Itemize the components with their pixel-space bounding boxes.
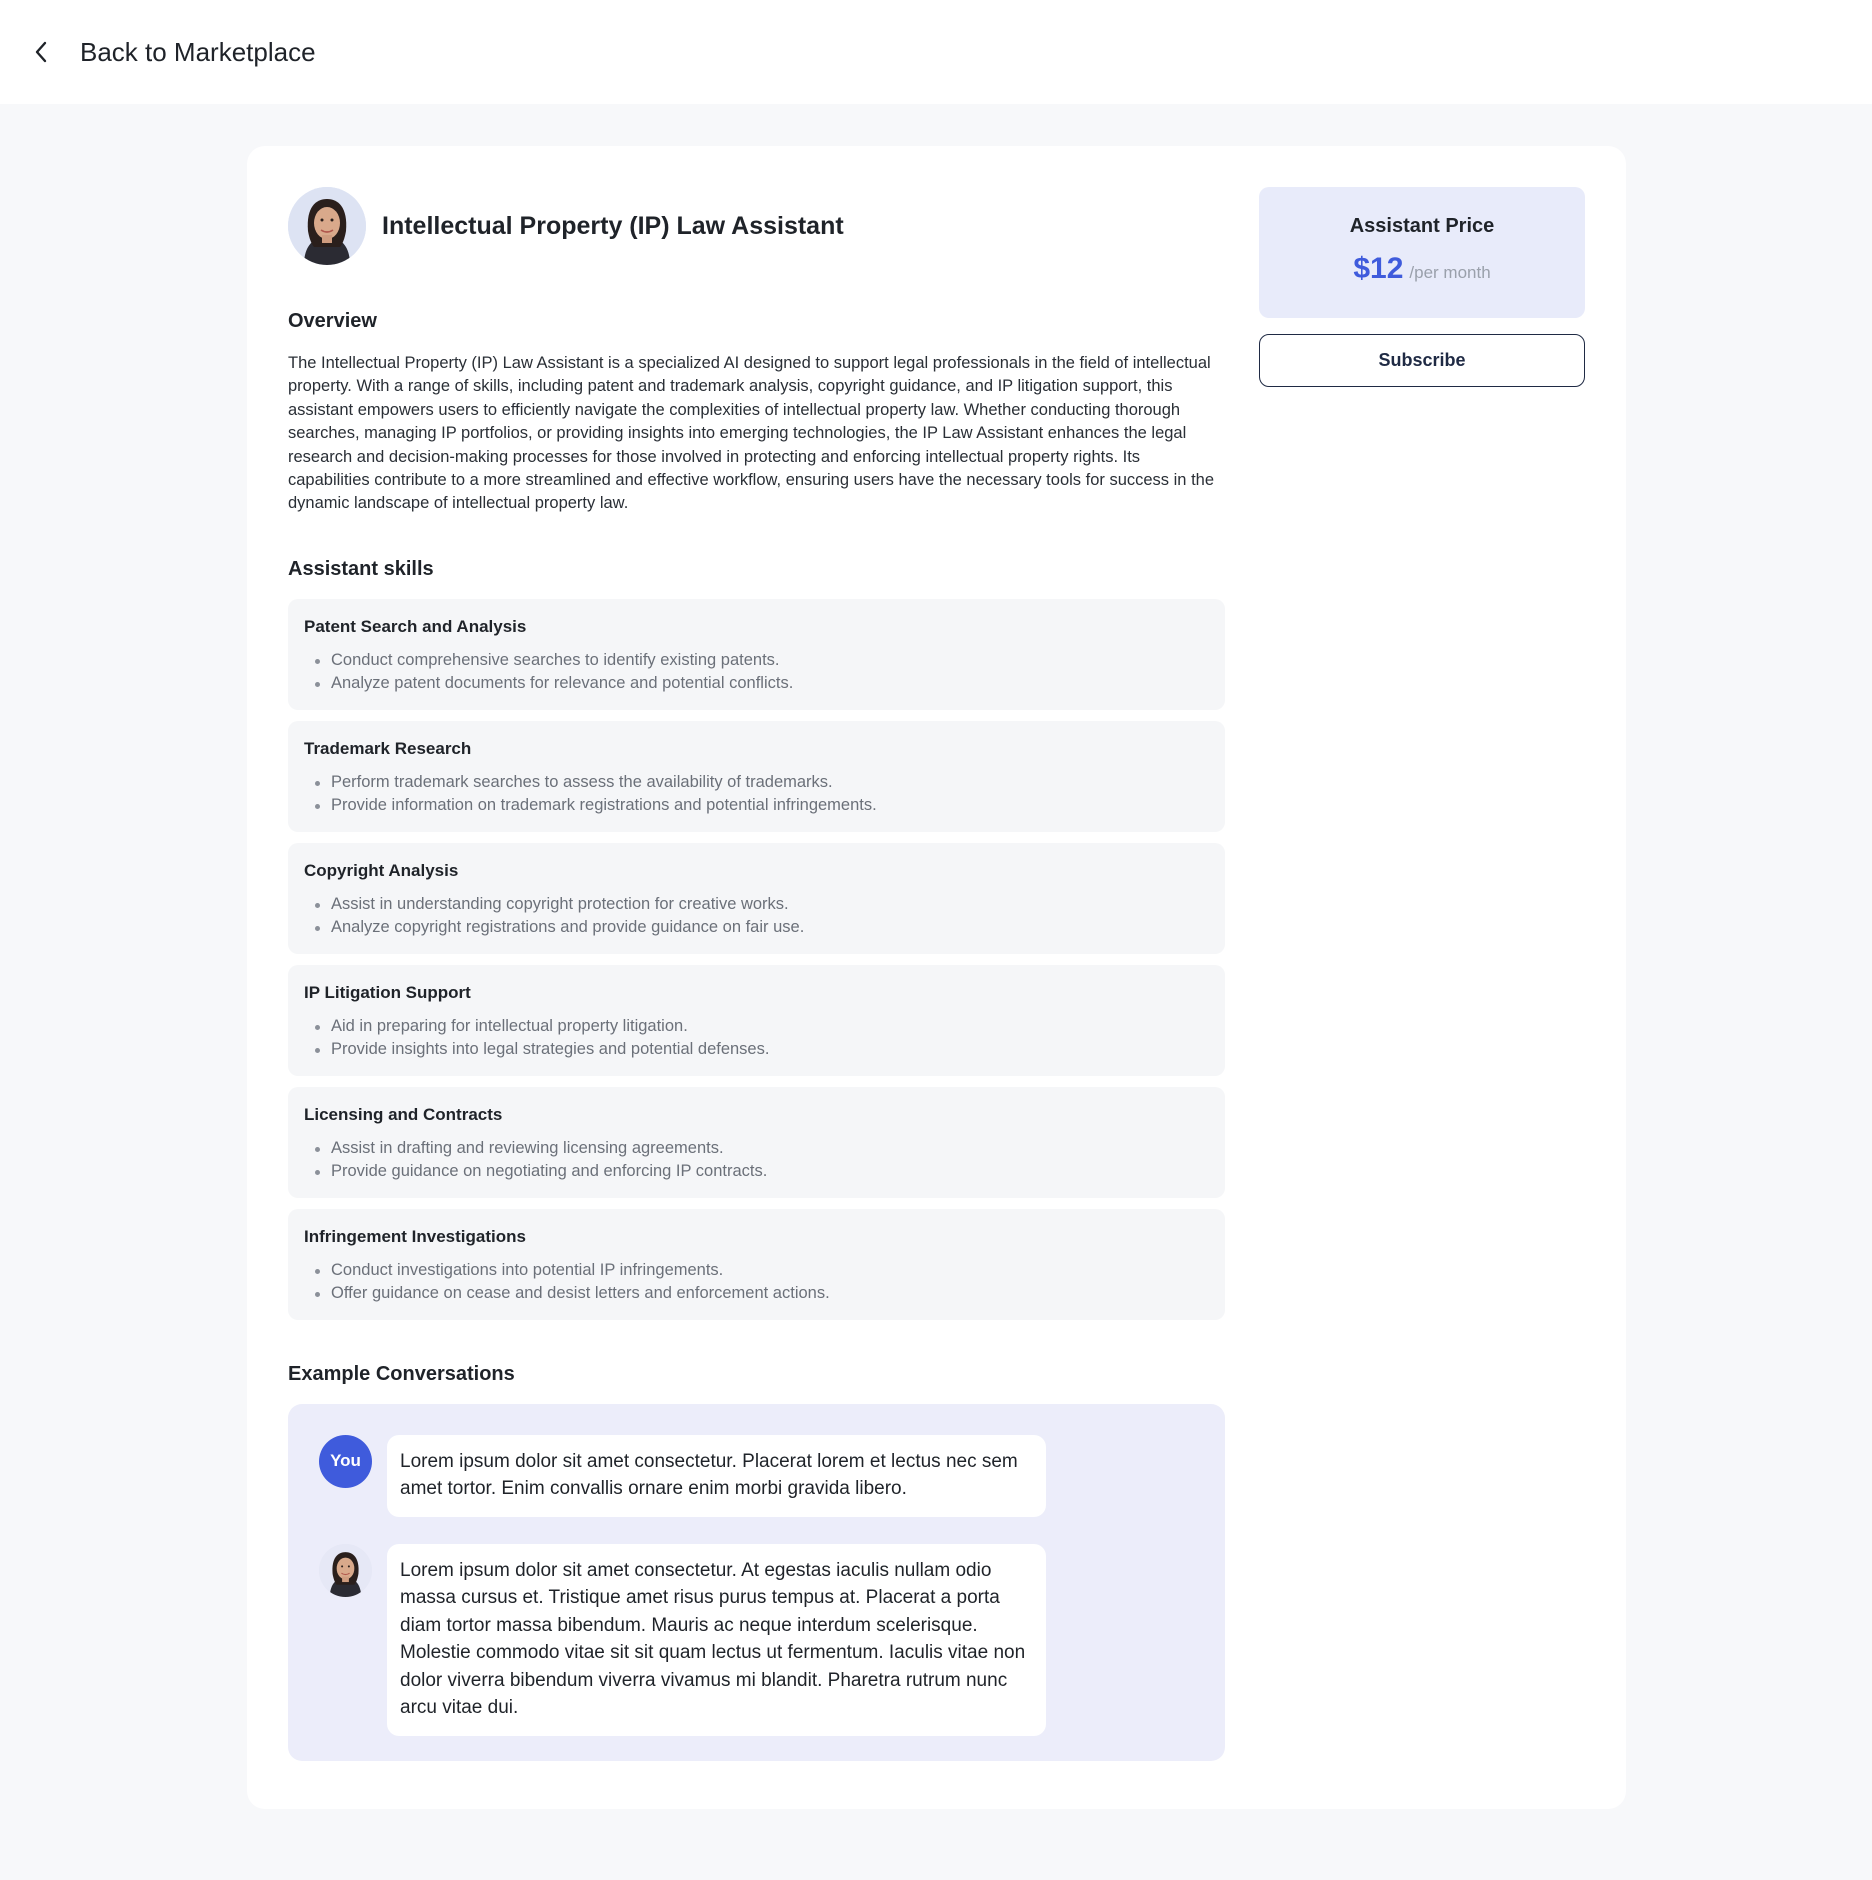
assistant-main-content	[288, 187, 1225, 1761]
skill-point: Offer guidance on cease and desist letters and enforcement actions.	[331, 1282, 1209, 1306]
skill-card	[288, 599, 1225, 710]
skill-name: Licensing and Contracts	[304, 1104, 503, 1124]
pricing-panel	[1259, 187, 1585, 387]
assistant-message	[319, 1544, 1225, 1736]
skill-card	[288, 965, 1225, 1076]
price-row	[1353, 252, 1490, 286]
price-label: Assistant Price	[1349, 215, 1495, 237]
skill-point: Perform trademark searches to assess the availability of trademarks.	[331, 771, 1209, 795]
skill-name: Trademark Research	[304, 738, 472, 758]
overview-text: The Intellectual Property (IP) Law Assistant is a specialized AI designed to support legal professionals in the field of intellectual property. With a range of skills, including patent and trademark analysis, copyright guidance, and IP litigation support, this assistant empowers users to efficiently navigate the complexities of intellectual property law. Whether conducting thorough searches, managing IP portfolios, or providing insights into emerging technologies, the IP Law Assistant enhances the legal research and decision-making processes for those involved in protecting and enforcing intellectual property rights. Its capabilities contribute to a more streamlined and effective workflow, ensuring users have the necessary tools for success in the dynamic landscape of intellectual property law.	[288, 354, 1215, 513]
user-badge: You	[319, 1435, 372, 1488]
skills-heading: Assistant skills	[288, 557, 434, 580]
skill-point: Assist in drafting and reviewing licensing agreements.	[331, 1137, 1209, 1161]
skill-point: Aid in preparing for intellectual property litigation.	[331, 1015, 1209, 1039]
price-box	[1259, 187, 1585, 318]
skill-point: Assist in understanding copyright protection for creative works.	[331, 893, 1209, 917]
skill-name: Patent Search and Analysis	[304, 616, 527, 636]
price-amount: $12	[1353, 252, 1404, 285]
skill-point: Conduct comprehensive searches to identify existing patents.	[331, 649, 1209, 673]
user-message	[319, 1435, 1225, 1517]
page-title: Intellectual Property (IP) Law Assistant	[382, 211, 844, 240]
skill-card	[288, 843, 1225, 954]
chevron-left-icon[interactable]	[30, 41, 52, 63]
example-conversation	[288, 1404, 1225, 1761]
skills-list	[288, 599, 1225, 1320]
skill-name: Infringement Investigations	[304, 1226, 526, 1246]
overview-heading: Overview	[288, 310, 377, 332]
assistant-avatar	[319, 1544, 372, 1597]
skill-point: Provide information on trademark registrations and potential infringements.	[331, 794, 1209, 818]
assistant-header	[288, 187, 1225, 265]
conversations-heading: Example Conversations	[288, 1362, 515, 1385]
message-bubble: Lorem ipsum dolor sit amet consectetur. At egestas iaculis nullam odio massa cursus et. Tristique amet risus purus tempus at. Placerat a porta diam tortor massa bibendum. Mauris ac neque interdum scelerisque. Molestie commodo vitae sit sit quam lectus ut fermentum. Iaculis vitae non dolor viverra bibendum viverra vivamus mi blandit. Pharetra rutrum nunc arcu vitae dui.	[387, 1544, 1046, 1736]
skill-card	[288, 1209, 1225, 1320]
skill-card	[288, 721, 1225, 832]
skill-point: Provide insights into legal strategies and potential defenses.	[331, 1038, 1209, 1062]
message-bubble: Lorem ipsum dolor sit amet consectetur. Placerat lorem et lectus nec sem amet tortor. Enim convallis ornare enim morbi gravida libero.	[387, 1435, 1046, 1517]
skill-point: Conduct investigations into potential IP infringements.	[331, 1259, 1209, 1283]
subscribe-button[interactable]: Subscribe	[1259, 334, 1585, 387]
skill-name: Copyright Analysis	[304, 860, 459, 880]
back-to-marketplace-link[interactable]: Back to Marketplace	[80, 36, 316, 67]
skill-point: Analyze copyright registrations and provide guidance on fair use.	[331, 916, 1209, 940]
assistant-detail-card	[247, 146, 1626, 1809]
skill-point: Provide guidance on negotiating and enforcing IP contracts.	[331, 1160, 1209, 1184]
top-bar	[0, 0, 1872, 104]
price-period: /per month	[1409, 263, 1491, 282]
skill-point: Analyze patent documents for relevance and potential conflicts.	[331, 672, 1209, 696]
assistant-avatar	[288, 187, 366, 265]
skill-name: IP Litigation Support	[304, 982, 471, 1002]
skill-card	[288, 1087, 1225, 1198]
